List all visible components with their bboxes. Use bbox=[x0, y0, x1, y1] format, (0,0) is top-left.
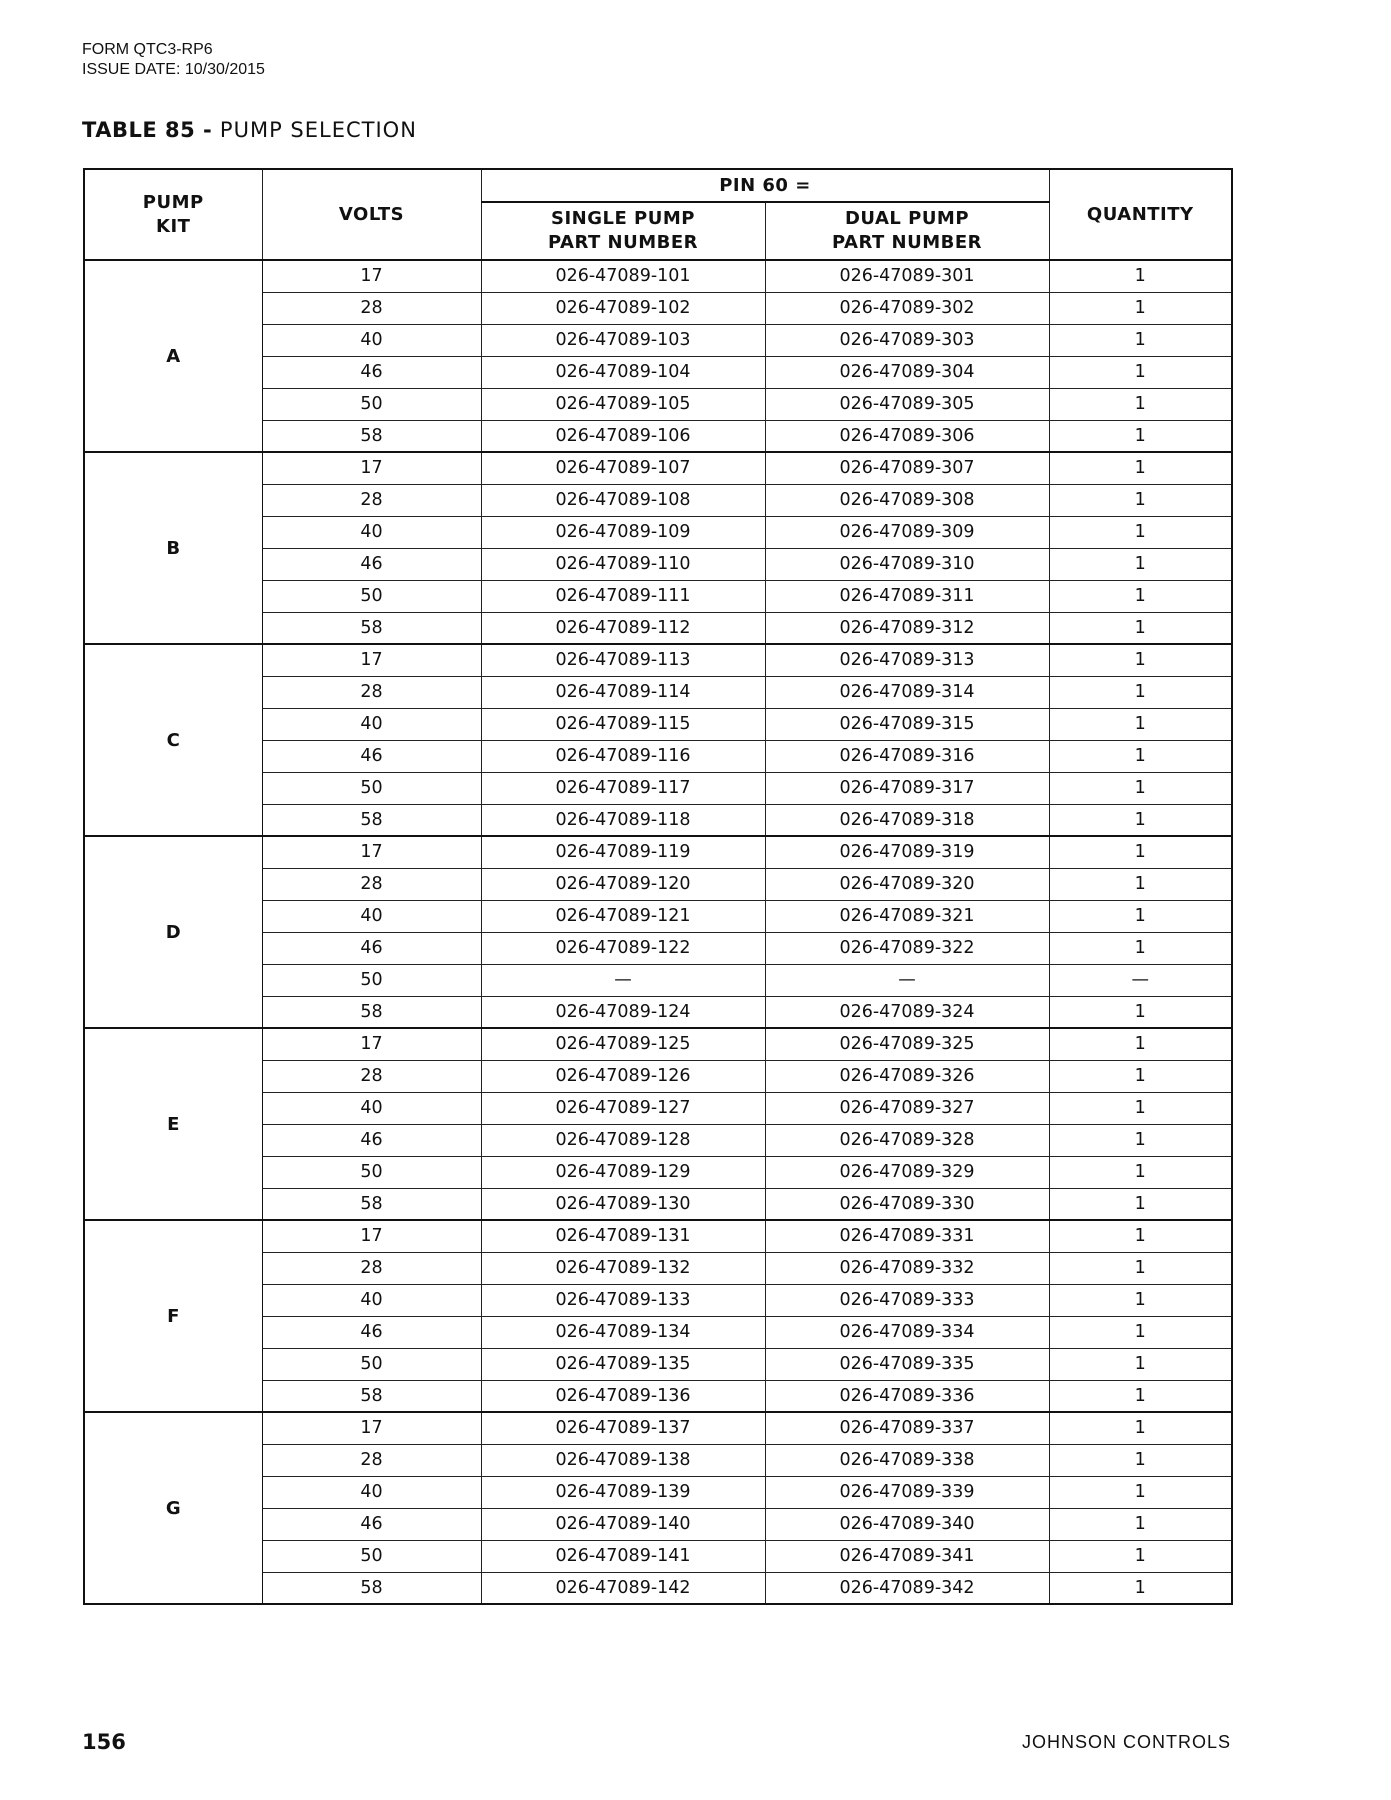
table-header bbox=[84, 169, 1232, 260]
kit-group bbox=[84, 836, 1232, 1028]
volts-cell: 46 bbox=[262, 1508, 481, 1540]
single-part-cell: 026-47089-122 bbox=[481, 932, 765, 964]
form-header bbox=[82, 40, 265, 80]
pump-kit-cell: E bbox=[84, 1028, 262, 1220]
quantity-cell: 1 bbox=[1049, 772, 1232, 804]
dual-part-cell: 026-47089-305 bbox=[765, 388, 1049, 420]
volts-cell: 17 bbox=[262, 452, 481, 484]
volts-cell: 50 bbox=[262, 1348, 481, 1380]
dual-part-cell: 026-47089-342 bbox=[765, 1572, 1049, 1604]
volts-cell: 17 bbox=[262, 1028, 481, 1060]
quantity-cell: 1 bbox=[1049, 932, 1232, 964]
kit-group bbox=[84, 1028, 1232, 1220]
table-row bbox=[84, 836, 1232, 868]
single-part-cell: 026-47089-134 bbox=[481, 1316, 765, 1348]
quantity-cell: 1 bbox=[1049, 708, 1232, 740]
dual-part-cell: 026-47089-301 bbox=[765, 260, 1049, 292]
dual-part-cell: 026-47089-339 bbox=[765, 1476, 1049, 1508]
dual-part-cell: 026-47089-309 bbox=[765, 516, 1049, 548]
quantity-cell: 1 bbox=[1049, 1284, 1232, 1316]
volts-cell: 40 bbox=[262, 324, 481, 356]
dual-part-cell: 026-47089-340 bbox=[765, 1508, 1049, 1540]
quantity-cell: 1 bbox=[1049, 1220, 1232, 1252]
volts-cell: 28 bbox=[262, 1060, 481, 1092]
pump-selection-table bbox=[83, 168, 1233, 1605]
single-part-cell: 026-47089-107 bbox=[481, 452, 765, 484]
single-part-cell: 026-47089-128 bbox=[481, 1124, 765, 1156]
quantity-cell: 1 bbox=[1049, 1124, 1232, 1156]
quantity-cell: 1 bbox=[1049, 516, 1232, 548]
single-part-cell: 026-47089-126 bbox=[481, 1060, 765, 1092]
pump-kit-cell: D bbox=[84, 836, 262, 1028]
single-part-cell: 026-47089-116 bbox=[481, 740, 765, 772]
single-part-cell: 026-47089-103 bbox=[481, 324, 765, 356]
dual-part-cell: 026-47089-331 bbox=[765, 1220, 1049, 1252]
volts-cell: 28 bbox=[262, 1444, 481, 1476]
single-part-cell: 026-47089-102 bbox=[481, 292, 765, 324]
quantity-cell: 1 bbox=[1049, 548, 1232, 580]
volts-cell: 58 bbox=[262, 420, 481, 452]
pump-kit-cell: F bbox=[84, 1220, 262, 1412]
footer-brand: JOHNSON CONTROLS bbox=[1021, 1732, 1231, 1752]
single-part-cell: 026-47089-104 bbox=[481, 356, 765, 388]
quantity-cell: 1 bbox=[1049, 1412, 1232, 1444]
single-part-cell: 026-47089-125 bbox=[481, 1028, 765, 1060]
kit-group bbox=[84, 260, 1232, 452]
volts-cell: 50 bbox=[262, 1156, 481, 1188]
single-part-cell: 026-47089-141 bbox=[481, 1540, 765, 1572]
volts-cell: 17 bbox=[262, 1220, 481, 1252]
table-number: TABLE 85 - bbox=[82, 118, 213, 142]
volts-cell: 58 bbox=[262, 1380, 481, 1412]
dual-part-cell: 026-47089-328 bbox=[765, 1124, 1049, 1156]
dual-part-cell: 026-47089-310 bbox=[765, 548, 1049, 580]
quantity-cell: 1 bbox=[1049, 292, 1232, 324]
dual-part-cell: 026-47089-338 bbox=[765, 1444, 1049, 1476]
dual-part-cell: 026-47089-303 bbox=[765, 324, 1049, 356]
volts-cell: 40 bbox=[262, 708, 481, 740]
volts-cell: 58 bbox=[262, 1188, 481, 1220]
col-header-pump-kit: PUMP KIT bbox=[84, 169, 262, 260]
single-part-cell: 026-47089-110 bbox=[481, 548, 765, 580]
quantity-cell: 1 bbox=[1049, 1092, 1232, 1124]
quantity-cell: 1 bbox=[1049, 1028, 1232, 1060]
dual-part-cell: 026-47089-317 bbox=[765, 772, 1049, 804]
dual-part-cell: 026-47089-322 bbox=[765, 932, 1049, 964]
single-part-cell: 026-47089-108 bbox=[481, 484, 765, 516]
dual-part-cell: 026-47089-315 bbox=[765, 708, 1049, 740]
single-part-cell: 026-47089-132 bbox=[481, 1252, 765, 1284]
dual-part-cell: 026-47089-316 bbox=[765, 740, 1049, 772]
single-part-cell: 026-47089-109 bbox=[481, 516, 765, 548]
dual-part-cell: 026-47089-333 bbox=[765, 1284, 1049, 1316]
quantity-cell: 1 bbox=[1049, 676, 1232, 708]
quantity-cell: 1 bbox=[1049, 868, 1232, 900]
single-part-cell: 026-47089-133 bbox=[481, 1284, 765, 1316]
quantity-cell: 1 bbox=[1049, 996, 1232, 1028]
single-part-cell: 026-47089-138 bbox=[481, 1444, 765, 1476]
single-part-cell: 026-47089-129 bbox=[481, 1156, 765, 1188]
dual-part-cell: — bbox=[765, 964, 1049, 996]
dual-part-cell: 026-47089-321 bbox=[765, 900, 1049, 932]
quantity-cell: 1 bbox=[1049, 1060, 1232, 1092]
volts-cell: 40 bbox=[262, 1092, 481, 1124]
dual-part-cell: 026-47089-311 bbox=[765, 580, 1049, 612]
volts-cell: 28 bbox=[262, 484, 481, 516]
pump-kit-cell: A bbox=[84, 260, 262, 452]
volts-cell: 58 bbox=[262, 1572, 481, 1604]
volts-cell: 40 bbox=[262, 1476, 481, 1508]
quantity-cell: 1 bbox=[1049, 484, 1232, 516]
dual-part-cell: 026-47089-326 bbox=[765, 1060, 1049, 1092]
quantity-cell: 1 bbox=[1049, 420, 1232, 452]
table-row bbox=[84, 644, 1232, 676]
table-title bbox=[82, 118, 417, 142]
single-part-cell: 026-47089-114 bbox=[481, 676, 765, 708]
quantity-cell: 1 bbox=[1049, 1156, 1232, 1188]
volts-cell: 46 bbox=[262, 548, 481, 580]
quantity-cell: 1 bbox=[1049, 388, 1232, 420]
dual-part-cell: 026-47089-335 bbox=[765, 1348, 1049, 1380]
dual-part-cell: 026-47089-313 bbox=[765, 644, 1049, 676]
volts-cell: 46 bbox=[262, 356, 481, 388]
dual-part-cell: 026-47089-319 bbox=[765, 836, 1049, 868]
col-header-pin-60: PIN 60 = bbox=[481, 169, 1049, 202]
single-part-cell: 026-47089-106 bbox=[481, 420, 765, 452]
col-header-single-pump: SINGLE PUMP PART NUMBER bbox=[481, 202, 765, 260]
volts-cell: 40 bbox=[262, 516, 481, 548]
quantity-cell: 1 bbox=[1049, 1252, 1232, 1284]
volts-cell: 58 bbox=[262, 612, 481, 644]
single-part-cell: 026-47089-124 bbox=[481, 996, 765, 1028]
dual-part-cell: 026-47089-327 bbox=[765, 1092, 1049, 1124]
single-part-cell: 026-47089-105 bbox=[481, 388, 765, 420]
table-row bbox=[84, 260, 1232, 292]
quantity-cell: 1 bbox=[1049, 1540, 1232, 1572]
quantity-cell: 1 bbox=[1049, 580, 1232, 612]
volts-cell: 58 bbox=[262, 804, 481, 836]
quantity-cell: — bbox=[1049, 964, 1232, 996]
dual-part-cell: 026-47089-334 bbox=[765, 1316, 1049, 1348]
dual-part-cell: 026-47089-330 bbox=[765, 1188, 1049, 1220]
volts-cell: 28 bbox=[262, 292, 481, 324]
volts-cell: 40 bbox=[262, 1284, 481, 1316]
volts-cell: 17 bbox=[262, 260, 481, 292]
dual-part-cell: 026-47089-314 bbox=[765, 676, 1049, 708]
dual-part-cell: 026-47089-302 bbox=[765, 292, 1049, 324]
volts-cell: 46 bbox=[262, 1124, 481, 1156]
single-part-cell: 026-47089-101 bbox=[481, 260, 765, 292]
volts-cell: 28 bbox=[262, 676, 481, 708]
table-title-text: PUMP SELECTION bbox=[212, 118, 417, 142]
dual-part-cell: 026-47089-312 bbox=[765, 612, 1049, 644]
kit-group bbox=[84, 452, 1232, 644]
single-part-cell: 026-47089-117 bbox=[481, 772, 765, 804]
volts-cell: 50 bbox=[262, 772, 481, 804]
single-part-cell: 026-47089-140 bbox=[481, 1508, 765, 1540]
volts-cell: 40 bbox=[262, 900, 481, 932]
dual-part-cell: 026-47089-318 bbox=[765, 804, 1049, 836]
volts-cell: 28 bbox=[262, 868, 481, 900]
single-part-cell: 026-47089-130 bbox=[481, 1188, 765, 1220]
volts-cell: 17 bbox=[262, 836, 481, 868]
quantity-cell: 1 bbox=[1049, 900, 1232, 932]
volts-cell: 46 bbox=[262, 1316, 481, 1348]
pump-kit-cell: C bbox=[84, 644, 262, 836]
dual-part-cell: 026-47089-325 bbox=[765, 1028, 1049, 1060]
kit-group bbox=[84, 1412, 1232, 1604]
volts-cell: 46 bbox=[262, 932, 481, 964]
dual-part-cell: 026-47089-308 bbox=[765, 484, 1049, 516]
single-part-cell: 026-47089-139 bbox=[481, 1476, 765, 1508]
col-header-volts: VOLTS bbox=[262, 169, 481, 260]
col-header-quantity: QUANTITY bbox=[1049, 169, 1232, 260]
single-part-cell: 026-47089-136 bbox=[481, 1380, 765, 1412]
volts-cell: 50 bbox=[262, 964, 481, 996]
pump-kit-cell: G bbox=[84, 1412, 262, 1604]
kit-group bbox=[84, 1220, 1232, 1412]
quantity-cell: 1 bbox=[1049, 1476, 1232, 1508]
pump-kit-cell: B bbox=[84, 452, 262, 644]
quantity-cell: 1 bbox=[1049, 324, 1232, 356]
single-part-cell: 026-47089-119 bbox=[481, 836, 765, 868]
single-part-cell: 026-47089-127 bbox=[481, 1092, 765, 1124]
volts-cell: 50 bbox=[262, 1540, 481, 1572]
quantity-cell: 1 bbox=[1049, 1380, 1232, 1412]
table-row bbox=[84, 452, 1232, 484]
quantity-cell: 1 bbox=[1049, 740, 1232, 772]
dual-part-cell: 026-47089-341 bbox=[765, 1540, 1049, 1572]
kit-group bbox=[84, 644, 1232, 836]
quantity-cell: 1 bbox=[1049, 1348, 1232, 1380]
single-part-cell: 026-47089-137 bbox=[481, 1412, 765, 1444]
table-row bbox=[84, 1412, 1232, 1444]
quantity-cell: 1 bbox=[1049, 260, 1232, 292]
dual-part-cell: 026-47089-324 bbox=[765, 996, 1049, 1028]
page-number: 156 bbox=[82, 1730, 126, 1754]
single-part-cell: 026-47089-142 bbox=[481, 1572, 765, 1604]
dual-part-cell: 026-47089-320 bbox=[765, 868, 1049, 900]
single-part-cell: 026-47089-121 bbox=[481, 900, 765, 932]
quantity-cell: 1 bbox=[1049, 804, 1232, 836]
single-part-cell: 026-47089-131 bbox=[481, 1220, 765, 1252]
quantity-cell: 1 bbox=[1049, 644, 1232, 676]
quantity-cell: 1 bbox=[1049, 612, 1232, 644]
single-part-cell: 026-47089-115 bbox=[481, 708, 765, 740]
quantity-cell: 1 bbox=[1049, 1188, 1232, 1220]
quantity-cell: 1 bbox=[1049, 1316, 1232, 1348]
volts-cell: 58 bbox=[262, 996, 481, 1028]
quantity-cell: 1 bbox=[1049, 1572, 1232, 1604]
quantity-cell: 1 bbox=[1049, 1508, 1232, 1540]
volts-cell: 50 bbox=[262, 580, 481, 612]
dual-part-cell: 026-47089-337 bbox=[765, 1412, 1049, 1444]
quantity-cell: 1 bbox=[1049, 356, 1232, 388]
col-header-dual-pump: DUAL PUMP PART NUMBER bbox=[765, 202, 1049, 260]
quantity-cell: 1 bbox=[1049, 836, 1232, 868]
volts-cell: 28 bbox=[262, 1252, 481, 1284]
volts-cell: 17 bbox=[262, 644, 481, 676]
table-row bbox=[84, 1028, 1232, 1060]
single-part-cell: 026-47089-135 bbox=[481, 1348, 765, 1380]
single-part-cell: 026-47089-113 bbox=[481, 644, 765, 676]
quantity-cell: 1 bbox=[1049, 1444, 1232, 1476]
dual-part-cell: 026-47089-332 bbox=[765, 1252, 1049, 1284]
form-number: FORM QTC3-RP6 bbox=[82, 41, 213, 58]
single-part-cell: 026-47089-112 bbox=[481, 612, 765, 644]
issue-date: ISSUE DATE: 10/30/2015 bbox=[82, 61, 265, 78]
volts-cell: 46 bbox=[262, 740, 481, 772]
single-part-cell: 026-47089-111 bbox=[481, 580, 765, 612]
dual-part-cell: 026-47089-306 bbox=[765, 420, 1049, 452]
single-part-cell: 026-47089-120 bbox=[481, 868, 765, 900]
single-part-cell: 026-47089-118 bbox=[481, 804, 765, 836]
dual-part-cell: 026-47089-304 bbox=[765, 356, 1049, 388]
quantity-cell: 1 bbox=[1049, 452, 1232, 484]
volts-cell: 17 bbox=[262, 1412, 481, 1444]
dual-part-cell: 026-47089-307 bbox=[765, 452, 1049, 484]
dual-part-cell: 026-47089-336 bbox=[765, 1380, 1049, 1412]
single-part-cell: — bbox=[481, 964, 765, 996]
table-row bbox=[84, 1220, 1232, 1252]
dual-part-cell: 026-47089-329 bbox=[765, 1156, 1049, 1188]
volts-cell: 50 bbox=[262, 388, 481, 420]
